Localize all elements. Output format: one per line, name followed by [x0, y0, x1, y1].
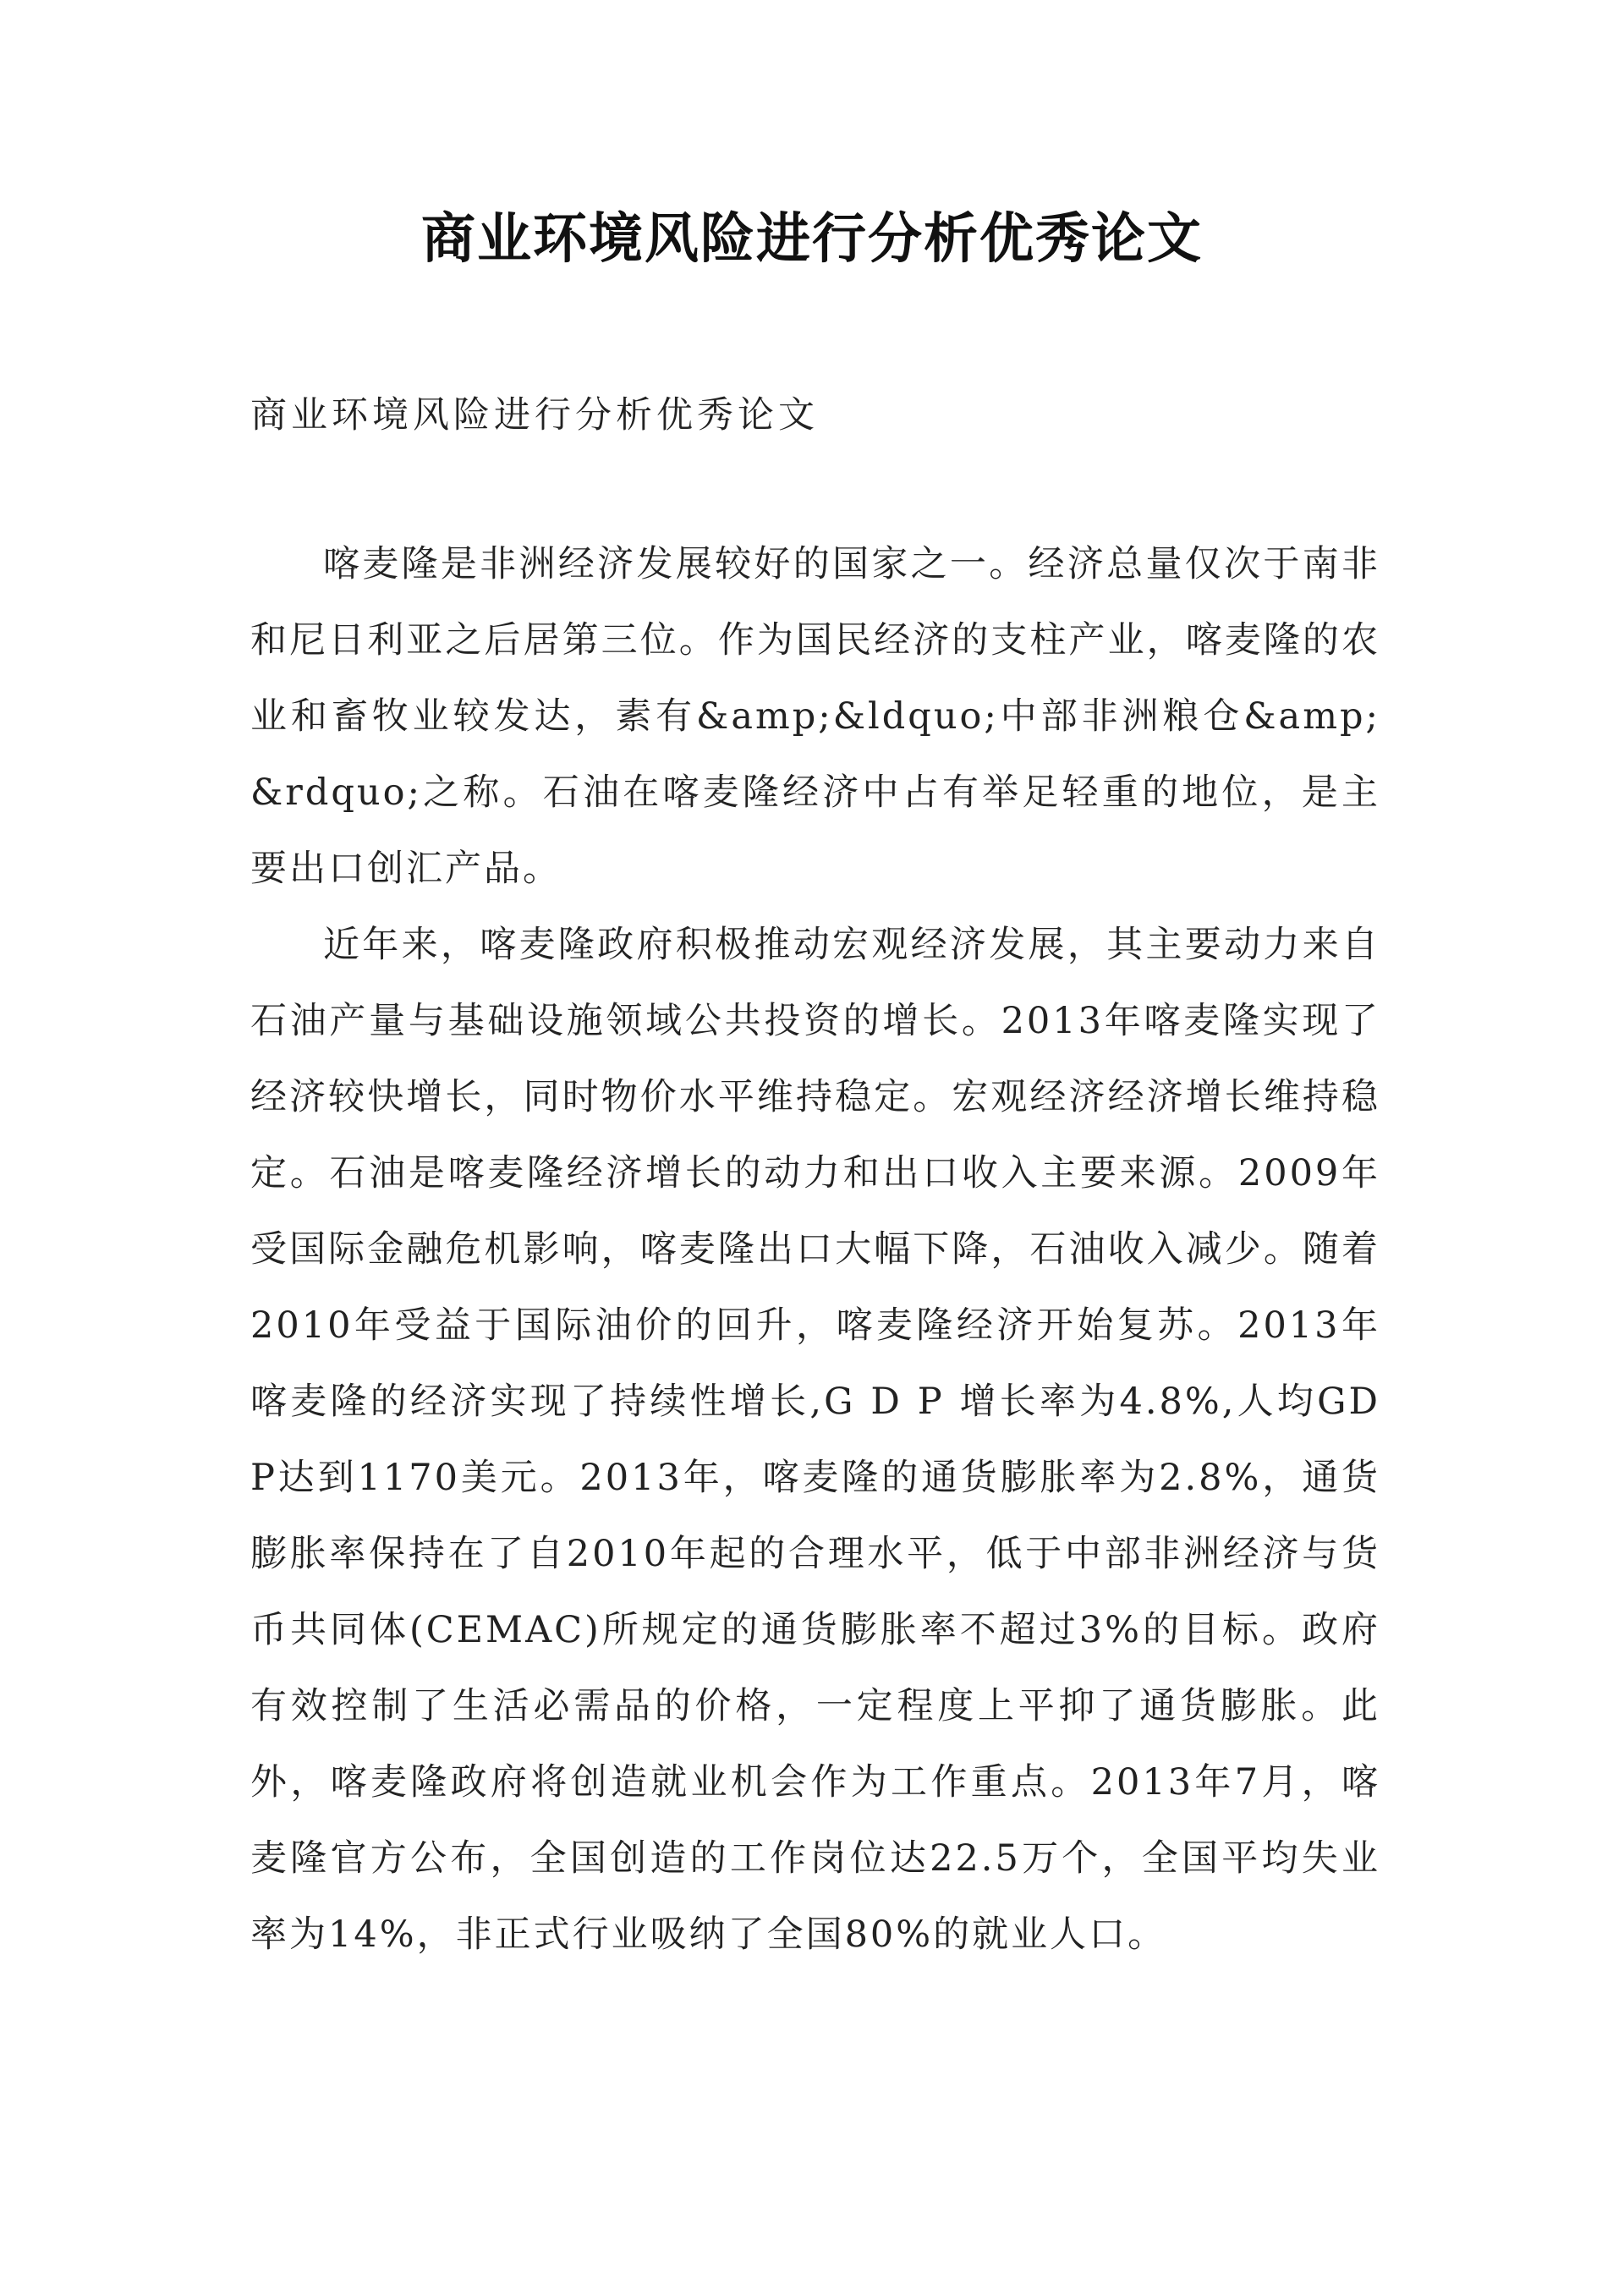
document-subtitle: 商业环境风险进行分析优秀论文 [250, 394, 819, 436]
document-title: 商业环境风险进行分析优秀论文 [421, 208, 1203, 271]
paragraph: 喀麦隆是非洲经济发展较好的国家之一。经济总量仅次于南非和尼日利亚之后居第三位。作为国民经济的支柱产业，喀麦隆的农业和畜牧业较发达，素有&amp;&ldquo;中部非洲粮仓&amp;&rdquo;之称。石油在喀麦隆经济中占有举足轻重的地位，是主要出口创汇产品。 [250, 543, 1380, 890]
document-body [250, 526, 1380, 1973]
paragraph: 近年来，喀麦隆政府积极推动宏观经济发展，其主要动力来自石油产量与基础设施领域公共投资的增长。2013年喀麦隆实现了经济较快增长，同时物价水平维持稳定。宏观经济经济增长维持稳定。石油是喀麦隆经济增长的动力和出口收入主要来源。2009年受国际金融危机影响，喀麦隆出口大幅下降，石油收入减少。随着2010年受益于国际油价的回升，喀麦隆经济开始复苏。2013年喀麦隆的经济实现了持续性增长,G D P 增长率为4.8%,人均GDP达到1170美元。2013年，喀麦隆的通货膨胀率为2.8%，通货膨胀率保持在了自2010年起的合理水平，低于中部非洲经济与货币共同体(CEMAC)所规定的通货膨胀率不超过3%的目标。政府有效控制了生活必需品的价格，一定程度上平抑了通货膨胀。此外，喀麦隆政府将创造就业机会作为工作重点。2013年7月，喀麦隆官方公布，全国创造的工作岗位达22.5万个，全国平均失业率为14%，非正式行业吸纳了全国80%的就业人口。 [250, 924, 1380, 1956]
